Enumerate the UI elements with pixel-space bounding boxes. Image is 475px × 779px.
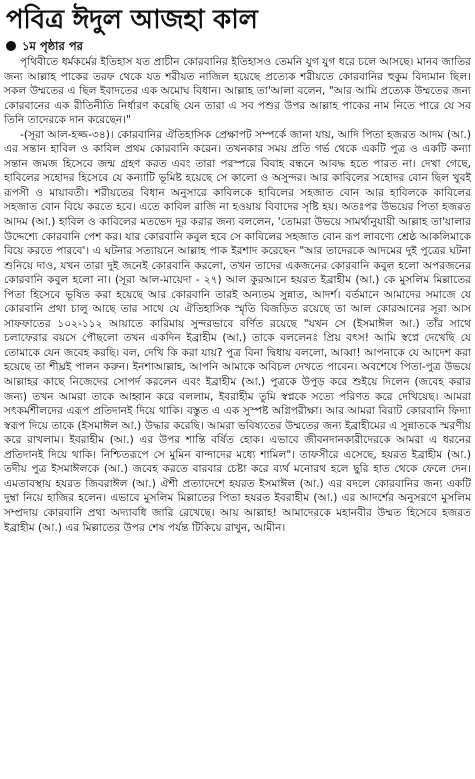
article-paragraph-2: -(সূরা আল-হজ্জ-৩৪)। কোরবানির ঐতিহাসিক প্রেক্ষাপট সম্পর্কে জানা যায়, আদি পিতা হজরত আদম (আ.) এর সন্তান হাবিল ও কাবিল প্রথম কোরবানি করেন। তখনকার সময় প্রতি গর্ভ থেকে একটি পুত্র ও একটি কন্যা সন্তান জমজ হিসেবে জন্ম গ্রহণ করত এবং তারা পরস্পরে বিবাহ বন্ধনে আবদ্ধ হতে পারত না। দেখা গেছে, হাবিলের সহোদর হিসেবে যে কন্যাটি ভূমিষ্ট হয়েছে সে কালো ও অসুন্দর। আর কাবিলের সহোদর বোন ছিল খুবই রূপসী ও মায়াবতী। শরীয়তের বিধান অনুসারে কাবিলকে হাবিলের সহজাত বোন আর হাবিলকে কাবিলের সহজাত বোন বিয়ে করতে হবে। এতে কাবিল রাজি না হওয়ায় বিবাদের সৃষ্টি হয়। অতঃপর উভয়ের পিতা হজরত আদম (আ.) হাবিল ও কাবিলের মতভেদ দূর করার জন্য বললেন, 'তোমরা উভয়ে সামর্থানুযায়ী আল্লাহ তা'য়ালার উদ্দেশ্যে কোরবানি পেশ কর। যার কোরবানি কবুল হবে সে কাবিলের সহজাত বোন রূপ লাবণ্যে শ্রেষ্ঠ আকলিমাকে বিয়ে করতে পারবে'। এ ঘটনার সত্যায়নে আল্লাহ পাক ইরশাদ করেছেন "আর তাদেরকে আদমের দুই পুত্রের ঘটনা শুনিয়ে দাও, যখন তারা দুই জনেই কোরবানি করলো, তখন তাদের একজনের কোরবানি কবুল হলো অপরজনের কোরবানি কবুল হলো না। (সূরা আল-মায়েদা - ২৭) আল কুরআনে হযরত ইব্রাহীম (আ.) কে মুসলিম মিল্লাতের পিতা হিসেবে ভূষিত করা হয়েছে আর কোরবানি তারই অন্যতম সুন্নাত, আদর্শ। বর্তমানে আমাদের সমাজে যে কোরবানি প্রথা চালু আছে তার সাথে যে ঐতিহাসিক স্মৃতি বিজড়িত রয়েছে তা আল কোরআনের সূরা আস সাফফাতের ১০২-১১২ আয়াতে কারিমায় সুন্দরভাবে বর্ণিত রয়েছে "যখন সে (ইসমাঈল আ.) তাঁর সাথে চলাফেরার বয়সে পৌছলো তখন একদিন ইব্রাহীম (আ.) তাকে বললেনঃ প্রিয় বৎস! আমি স্বপ্নে দেখেছি যে তোমাকে যেন জবেহ করছি। বল, দেখি কি করা যায়? পুত্র বিনা দ্বিধায় বললো, আব্বা! আপনাকে যে আদেশ করা হয়েছে তা শীঘ্রই পালন করুন। ইনশাআল্লাহ, আপনি আমাকে অবিচল দেখতে পাবেন। অবশেষে পিতা-পুত্র উভয়ে আল্লাহর কাছে নিজেদের সোপর্দ করলেন এবং ইব্রাহীম (আ.) পুত্রকে উপুড় করে শুইয়ে দিলেন (জবেহ করার জন্য) তখন আমরা তাকে আহ্বান করে বললাম, ইবরাহীম তুমি স্বপ্নকে সত্যে পরিণত করে দেখিয়েছ। আমরা সৎকর্মশীলদের এরূপ প্রতিদানই দিয়ে থাকি। বস্তুত এ এক সুস্পষ্ট অগ্নিপরীক্ষা। আর আমরা বিরাট কোরবানি ফিদ্যা স্বরূপ দিয়ে তাকে (ইসমাঈল আ.) উদ্ধার করেছি। আমরা ভবিষ্যতের উম্মতের জন্য ইব্রাহীমের এ সুন্নাতকে স্মরণীয় করে রাখলাম। ইবরাহীম (আ.) এর উপর শান্তি বর্ষিত হোক। এভাবে জীবনদানকারীদেরকে আমরা এ ধরনের প্রতিদানই দিয়ে থাকি। নিশ্চিতরূপে সে মুমিন বান্দাদের মধ্যে শামিল"। তাফসীরে এসেছে, হযরত ইব্রাহীম (আ.) তদীয় পুত্র ইসমাঈলকে (আ.) জবেহ করতে বারবার চেষ্টা করে ব্যর্থ মনোরথ হলে ছুরি হাত থেকে ফেলে দেন। এমতাবস্থায় হযরত জিবরাঈল (আ.) ঐশী প্রত্যাদেশে হযরত ইসমাঈল (আ.) এর বদলে কোরবানির জন্য একটি দুম্বা নিয়ে হাজির হলেন। এভাবে মুসলিম মিল্লাতের পিতা হযরত ইবরাহীম (আ.) এর আদর্শের অনুসরণে মুসলিম সম্প্রদায় কোরবানি প্রথা অদ্যাবধি জারি রেখেছে। আয় আল্লাহ! আমাদেরকে মহানবীর উম্মত হিসেবে হজরত ইব্রাহীম (আ.) এর মিল্লাতের উপর শেষ পর্যন্ত টিকিয়ে রাখুন, আমীন। bbox=[4, 128, 471, 534]
continued-from-label: ১ম পৃষ্ঠার পর bbox=[22, 39, 83, 53]
article-body bbox=[4, 55, 471, 535]
article-paragraph-1: পৃথিবীতে ধর্মকর্মের ইতিহাস যত প্রাচীন কোরবানির ইতিহাসও তেমনি যুগ যুগ ধরে চলে আসছে। মানব জাতির জন্য আল্লাহ পাকের তরফ থেকে যত শরীয়ত নাজিল হয়েছে প্রত্যেক শরীয়তে কোরবানির হুকুম বিদ্যমান ছিল। সকল উম্মতের এ ছিল ইবাদতের এক অমোঘ বিধান। আল্লাহ তা'আলা বলেন, "আর আমি প্রত্যেক উম্মতের জন্য কোরবানের এক রীতিনীতি নির্ধারণ করেছি যেন তারা এ সব পশুর উপর আল্লাহ পাকের নাম নিতে পারে যে সব তিনি তাদেরকে দান করেছেন।" bbox=[4, 56, 472, 127]
bullet-icon bbox=[6, 41, 16, 51]
article-headline: পবিত্র ঈদুল আজহা কাল bbox=[6, 5, 258, 35]
continued-from-line bbox=[6, 38, 471, 54]
